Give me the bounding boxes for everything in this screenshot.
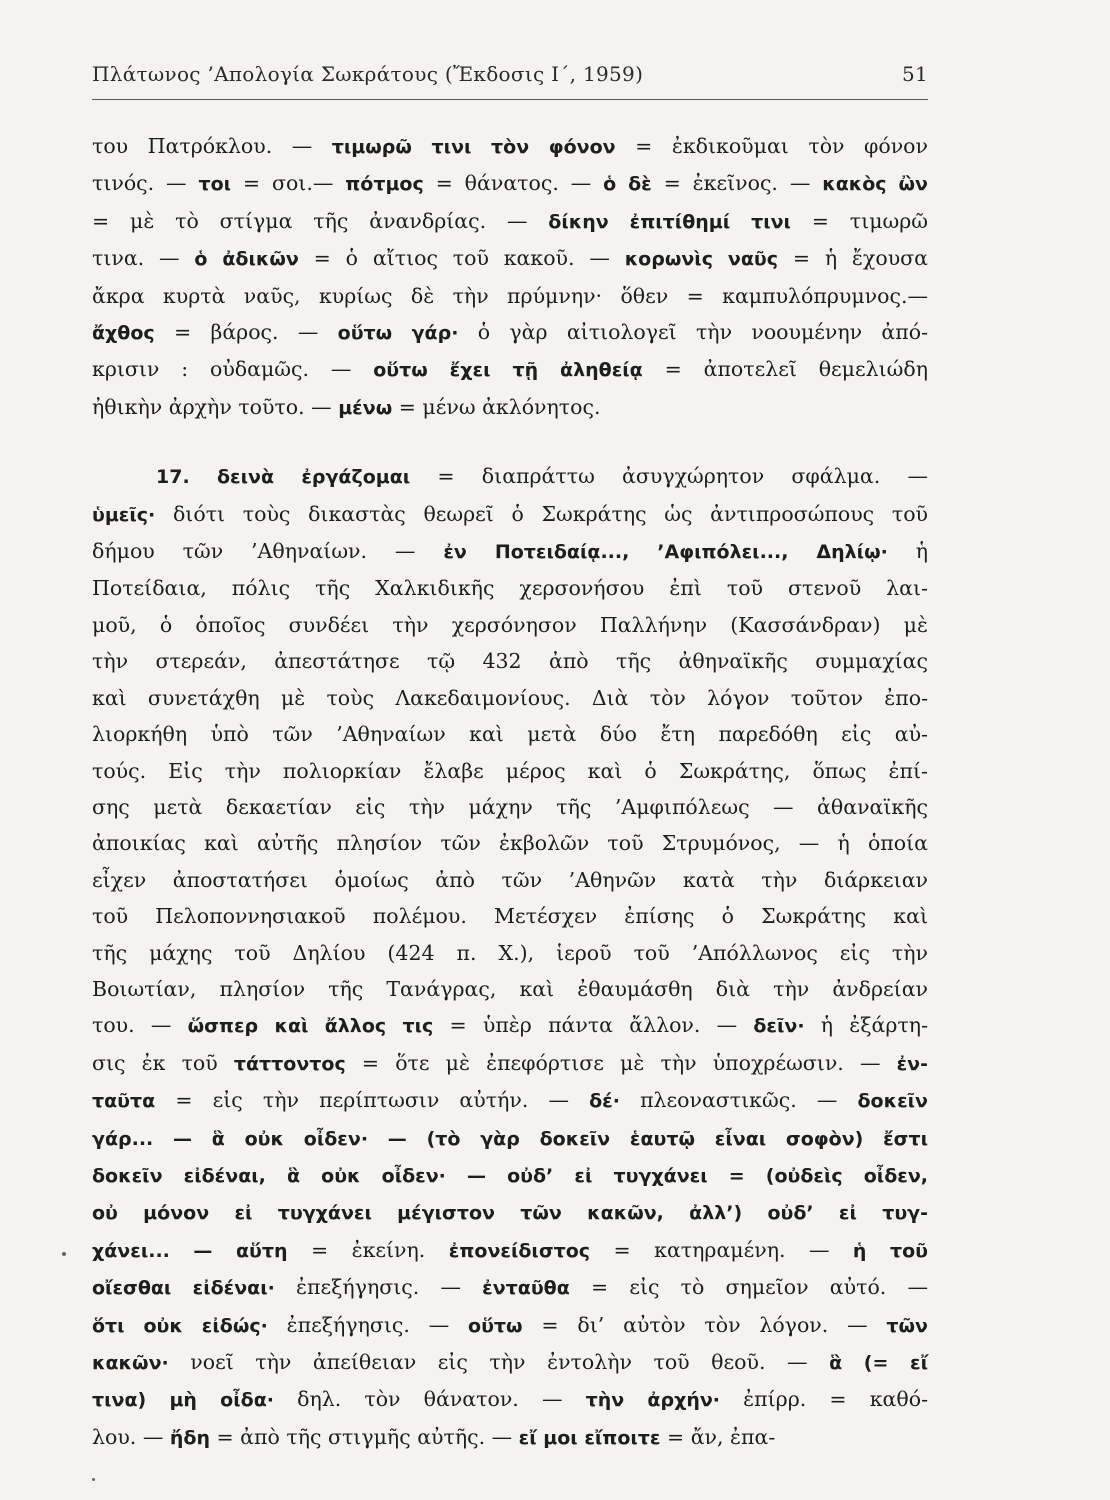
text-line [92, 570, 928, 606]
gloss-text: ἐπεξήγησις. — [267, 1312, 469, 1337]
gloss-text: μοῦ, ὁ ὁποῖος συνδέει τὴν χερσόνησον Παλλήνην (Κασσάνδραν) μὲ [92, 612, 928, 637]
text-line [92, 533, 928, 570]
text-line [92, 1269, 928, 1306]
text-line [92, 1007, 928, 1044]
lemma-bold: τινα) μὴ οἶδα· [92, 1389, 274, 1412]
lemma-bold: ἃ (= εἴ [829, 1352, 928, 1374]
text-line [92, 203, 928, 240]
text-line [92, 716, 928, 752]
lemma-bold: δέ· [589, 1090, 620, 1113]
lemma-bold: δεῖν· [753, 1015, 805, 1038]
lemma-bold: ἐν- [896, 1052, 928, 1075]
text-line [92, 496, 928, 533]
gloss-text: = ἡ ἔχουσα [777, 246, 929, 271]
gloss-text: = ἄν, ἐπα- [660, 1424, 776, 1449]
text-line [92, 458, 928, 495]
gloss-text: Ποτείδαια, πόλις τῆς Χαλκιδικῆς χερσονήσου ἐπὶ τοῦ στενοῦ λαι- [92, 576, 928, 601]
lemma-bold: ἤδη [169, 1426, 210, 1449]
gloss-text: διότι τοὺς δικαστὰς θεωρεῖ ὁ Σωκράτης ὡς ἀντιπροσώπους τοῦ [155, 501, 928, 526]
gloss-text: τινός. — [92, 171, 199, 196]
paragraph-notes-17 [92, 458, 928, 1456]
lemma-bold: κακῶν· [92, 1352, 169, 1374]
lemma-bold: οἴεσθαι εἰδέναι· [92, 1277, 275, 1300]
text-line [92, 1381, 928, 1418]
lemma-bold: οὐ μόνον εἰ τυγχάνει μέγιστον τῶν κακῶν, ἀλλ’) οὐδ’ εἰ τυγ- [92, 1202, 928, 1225]
text-line [92, 165, 928, 202]
text-line [92, 753, 928, 789]
lemma-bold: πότμος [345, 173, 424, 196]
gloss-text: τῆς μάχης τοῦ Δηλίου (424 π. Χ.), ἱεροῦ τοῦ ’Απόλλωνος εἰς τὴν [92, 940, 928, 965]
lemma-bold: τοι [198, 173, 232, 196]
gloss-text: του. — [92, 1013, 188, 1038]
lemma-bold: ἡ τοῦ [852, 1239, 929, 1262]
lemma-bold: οὕτω ἔχει τῇ ἀληθείᾳ [373, 359, 643, 382]
gloss-text: = διαπράττω ἀσυγχώρητον σφάλμα. — [410, 464, 928, 489]
lemma-bold: ὑμεῖς· [92, 503, 156, 526]
gloss-text: τινα. — [92, 246, 195, 271]
gloss-text: = ἀπὸ τῆς στιγμῆς αὐτῆς. — [209, 1424, 519, 1449]
text-line [92, 128, 928, 165]
lemma-bold: οὕτω [468, 1314, 523, 1337]
running-title: Πλάτωνος ’Απολογία Σωκράτους (Ἔκδοσις Ι΄, 1959) [92, 62, 644, 86]
gloss-text: ὁ γὰρ αἰτιολογεῖ τὴν νοουμένην ἀπό- [458, 320, 928, 345]
gloss-text: ἀποικίας καὶ αὐτῆς πλησίον τῶν ἐκβολῶν τοῦ Στρυμόνος, — ἡ ὁποία [92, 831, 928, 856]
text-line [92, 1419, 928, 1456]
gloss-text: κρισιν : οὐδαμῶς. — [92, 357, 374, 382]
text-line [92, 789, 928, 825]
lemma-bold: τῶν [886, 1314, 928, 1337]
text-line [92, 1120, 928, 1157]
lemma-bold: ἐπονείδιστος [448, 1239, 591, 1262]
gloss-text: ἡ [887, 539, 928, 564]
gloss-text: ἐπίρρ. = καθό- [720, 1387, 929, 1412]
gloss-text: = ὁ αἴτιος τοῦ κακοῦ. — [298, 246, 625, 271]
text-line [92, 862, 928, 898]
text-line [92, 240, 928, 277]
gloss-text: τούς. Εἰς τὴν πολιορκίαν ἔλαβε μέρος καὶ ὁ Σωκράτης, ὅπως ἐπί- [92, 758, 928, 783]
text-line [92, 1307, 928, 1344]
gloss-text: τὴν στερεάν, ἀπεστάτησε τῷ 432 ἀπὸ τῆς ἀθηναϊκῆς συμμαχίας [92, 649, 928, 674]
text-line [92, 898, 928, 934]
gloss-text: ἡ ἐξάρτη- [804, 1013, 928, 1038]
lemma-bold: κακὸς ὢν [822, 173, 928, 196]
gloss-text: δήμου τῶν ’Αθηναίων. — [92, 539, 444, 564]
text-line [92, 971, 928, 1007]
gloss-text: του Πατρόκλου. — [92, 134, 332, 158]
lemma-bold: χάνει... — αὕτη [92, 1239, 288, 1262]
text-line [92, 314, 928, 351]
gloss-text: πλεοναστικῶς. — [619, 1088, 858, 1113]
gloss-text: = ὑπὲρ πάντα ἄλλον. — [433, 1013, 754, 1038]
text-line [92, 607, 928, 643]
text-line [92, 1157, 928, 1194]
text-line [92, 1344, 928, 1381]
text-line [92, 351, 928, 388]
text-line [92, 1082, 928, 1119]
gloss-text: = ἐκεῖνος. — [651, 171, 823, 196]
page-number: 51 [901, 62, 928, 86]
gloss-text: = ὅτε μὲ ἐπεφόρτισε μὲ τὴν ὑποχρέωσιν. — [345, 1050, 897, 1075]
text-line [92, 680, 928, 716]
gloss-text: δηλ. τὸν θάνατον. — [273, 1387, 586, 1412]
gloss-text: = μὲ τὸ στίγμα τῆς ἀνανδρίας. — [92, 208, 549, 233]
lemma-bold: ὅτι οὐκ εἰδώς· [92, 1314, 268, 1337]
paragraph-notes-16 [92, 128, 928, 426]
gloss-text: = εἰς τὴν περίπτωσιν αὐτήν. — [155, 1088, 590, 1113]
gloss-text: = μένω ἀκλόνητος. [392, 394, 601, 419]
lemma-bold: ὁ δὲ [603, 173, 652, 196]
text-line [92, 1194, 928, 1231]
lemma-bold: γάρ... — ἃ οὐκ οἶδεν· — (τὸ γὰρ δοκεῖν ἑαυτῷ εἶναι σοφὸν) ἔστι [92, 1127, 928, 1150]
gloss-text: = εἰς τὸ σημεῖον αὐτό. — [569, 1275, 928, 1300]
lemma-bold: τιμωρῶ τινι τὸν φόνον [331, 136, 616, 158]
lemma-bold: εἴ μοι εἴποιτε [518, 1426, 661, 1449]
lemma-bold: μένω [338, 396, 393, 419]
gloss-text: εἶχεν ἀποστατήσει ὁμοίως ἀπὸ τῶν ’Αθηνῶν κατὰ τὴν διάρκειαν [92, 867, 928, 892]
margin-speck [62, 1252, 66, 1256]
lemma-bold: ἄχθος [92, 322, 155, 345]
gloss-text: καὶ συνετάχθη μὲ τοὺς Λακεδαιμονίους. Διὰ τὸν λόγον τοῦτον ἐπο- [92, 685, 928, 710]
lemma-bold: δοκεῖν [857, 1090, 928, 1113]
text-line [92, 389, 928, 426]
text-line [92, 1232, 928, 1269]
lemma-bold: ὥσπερ καὶ ἄλλος τις [187, 1015, 434, 1038]
commentary-body [92, 128, 928, 1456]
running-header [92, 62, 928, 86]
gloss-text: σης μετὰ δεκαετίαν εἰς τὴν μάχην τῆς ’Αμφιπόλεως — ἀθαναϊκῆς [92, 794, 928, 819]
gloss-text: = ἐκείνη. [287, 1237, 449, 1262]
gloss-text: σις ἐκ τοῦ [92, 1050, 234, 1075]
text-line [92, 825, 928, 861]
gloss-text: = σοι.— [231, 171, 346, 196]
text-line [92, 278, 928, 314]
lemma-bold: ἐν Ποτειδαίᾳ..., ’Αφιπόλει..., Δηλίῳ· [443, 541, 888, 564]
text-line [92, 935, 928, 971]
gloss-text: = βάρος. — [154, 320, 338, 345]
lemma-bold: ἐνταῦθα [482, 1277, 570, 1300]
gloss-text: Βοιωτίαν, πλησίον τῆς Τανάγρας, καὶ ἐθαυμάσθη διὰ τὴν ἀνδρείαν [92, 976, 928, 1001]
gloss-text: τοῦ Πελοποννησιακοῦ πολέμου. Μετέσχεν ἐπίσης ὁ Σωκράτης καὶ [92, 904, 928, 929]
gloss-text: = κατηραμένη. — [590, 1237, 853, 1262]
lemma-bold: ταῦτα [92, 1090, 156, 1113]
lemma-bold: κορωνὶς ναῦς [624, 248, 778, 271]
gloss-text: ἐπεξήγησις. — [274, 1275, 483, 1300]
gloss-text: ἠθικὴν ἀρχὴν τοῦτο. — [92, 394, 339, 419]
gloss-text: νοεῖ τὴν ἀπείθειαν εἰς τὴν ἐντολὴν τοῦ θεοῦ. — [168, 1350, 830, 1374]
gloss-text: ἄκρα κυρτὰ ναῦς, κυρίως δὲ τὴν πρύμνην· ὅθεν = καμπυλόπρυμνος.— [92, 283, 928, 308]
gloss-text: = ἐκδικοῦμαι τὸν φόνον [615, 134, 928, 158]
lemma-bold: τάττοντος [233, 1052, 346, 1075]
lemma-bold: οὕτω γάρ· [337, 322, 459, 345]
gloss-text: = δι’ αὐτὸν τὸν λόγον. — [522, 1312, 887, 1337]
margin-speck [92, 1478, 95, 1481]
gloss-text: λου. — [92, 1424, 170, 1449]
gloss-text: = τιμωρῶ [790, 208, 928, 233]
gloss-text: λιορκήθη ὑπὸ τῶν ’Αθηναίων καὶ μετὰ δύο ἔτη παρεδόθη εἰς αὐ- [92, 722, 928, 747]
lemma-bold: τὴν ἀρχήν· [585, 1389, 721, 1412]
lemma-bold: δοκεῖν εἰδέναι, ἃ οὐκ οἶδεν· — οὐδ’ εἰ τυγχάνει = (οὐδεὶς οἶδεν, [92, 1164, 928, 1187]
gloss-text: = θάνατος. — [423, 171, 604, 196]
lemma-bold: 17. δεινὰ ἐργάζομαι [156, 466, 411, 489]
text-line [92, 643, 928, 679]
lemma-bold: ὁ ἀδικῶν [194, 248, 299, 271]
header-rule [92, 99, 928, 100]
text-line [92, 1045, 928, 1082]
gloss-text: = ἀποτελεῖ θεμελιώδη [642, 357, 928, 382]
lemma-bold: δίκην ἐπιτίθημί τινι [548, 210, 791, 233]
